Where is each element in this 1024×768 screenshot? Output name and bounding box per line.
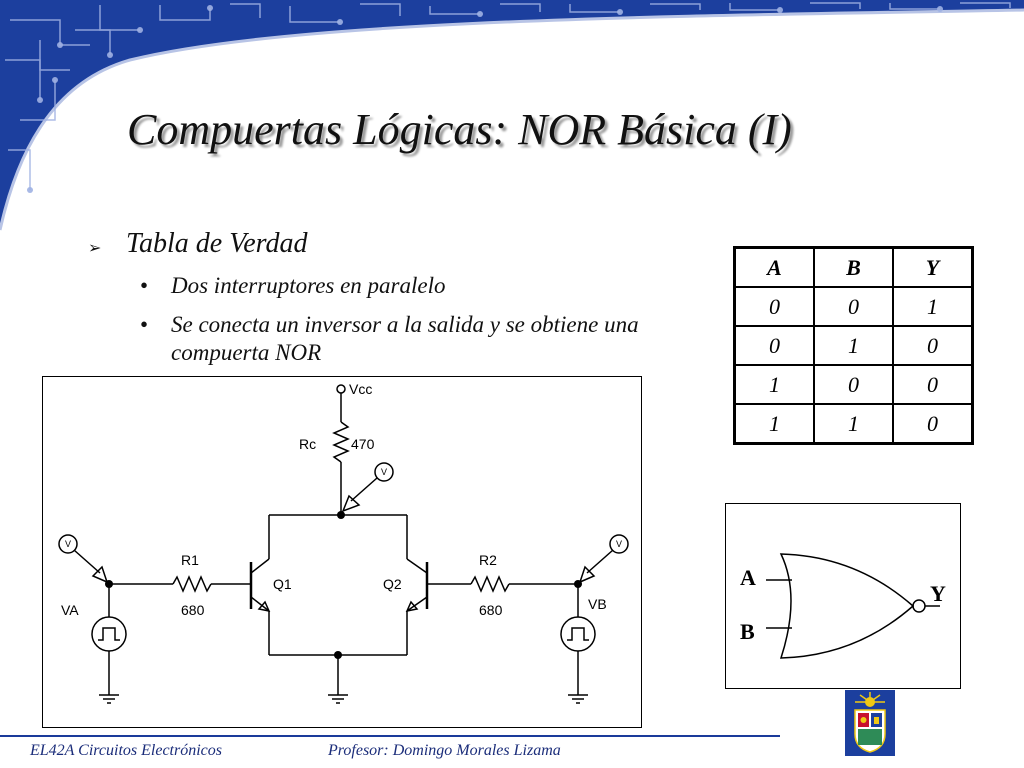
table-cell: 1 [814,326,893,365]
table-row [735,326,973,365]
gate-output-y: Y [930,581,946,606]
sub-bullet [140,272,640,300]
rc-label: Rc [299,436,317,452]
table-row [735,287,973,326]
gate-input-a: A [740,565,756,590]
q1-transistor-icon [251,559,269,611]
gate-input-b: B [740,619,755,644]
table-cell: 1 [735,404,815,444]
table-cell: 0 [893,326,973,365]
junction-dot [574,580,582,588]
r2-resistor-icon [471,577,509,591]
sub-bullet [140,311,640,367]
university-crest-logo [845,690,895,756]
table-cell: 0 [814,287,893,326]
table-cell: 0 [735,326,815,365]
ground-icon [99,695,119,703]
header-cell-b: B [814,248,893,288]
vcc-label: Vcc [349,381,373,397]
r1-resistor-icon [173,577,211,591]
footer-professor: Profesor: Domingo Morales Lizama [328,742,561,759]
header-cell-y: Y [893,248,973,288]
probe-label: V [380,467,388,477]
junction-dot [337,511,345,519]
probe-label: V [615,539,623,549]
vb-label: VB [588,596,607,612]
junction-dot [105,580,113,588]
bullet-dot: • [140,273,149,298]
nor-gate-symbol [725,503,961,689]
ground-icon [568,695,588,703]
rc-value: 470 [351,436,375,452]
footer-divider [0,735,780,737]
r1-label: R1 [181,552,199,568]
r2-value: 680 [479,602,503,618]
r2-label: R2 [479,552,497,568]
nor-gate-body-icon [781,554,913,658]
q2-label: Q2 [383,576,402,592]
sub-bullet-text: Dos interruptores en paralelo [171,273,446,298]
q1-label: Q1 [273,576,292,592]
va-label: VA [61,602,79,618]
truth-table [733,246,974,445]
header-cell-a: A [735,248,815,288]
table-row [735,404,973,444]
bullet-text: Tabla de Verdad [126,228,308,259]
va-pulse-source-icon [92,617,126,651]
table-row [735,365,973,404]
table-cell: 1 [735,365,815,404]
table-cell: 0 [814,365,893,404]
r1-value: 680 [181,602,205,618]
table-cell: 0 [893,404,973,444]
inverter-bubble-icon [913,600,925,612]
q2-transistor-icon [407,559,427,611]
sub-bullet-text: Se conecta un inversor a la salida y se obtiene una compuerta NOR [171,312,639,365]
table-cell: 1 [814,404,893,444]
ground-icon [328,695,348,703]
vcc-terminal-icon [337,385,345,393]
rc-resistor-icon [334,422,348,462]
table-cell: 0 [893,365,973,404]
truth-table-header [735,248,973,288]
probe-label: V [64,539,72,549]
nor-circuit-schematic [42,376,642,728]
vb-pulse-source-icon [561,617,595,651]
footer-course: EL42A Circuitos Electrónicos [30,742,222,759]
bullet-dot: • [140,312,149,337]
arrow-bullet-icon: ➢ [88,240,102,257]
table-cell: 0 [735,287,815,326]
junction-dot [334,651,342,659]
table-cell: 1 [893,287,973,326]
slide-title: Compuertas Lógicas: NOR Básica (I) [127,105,792,154]
